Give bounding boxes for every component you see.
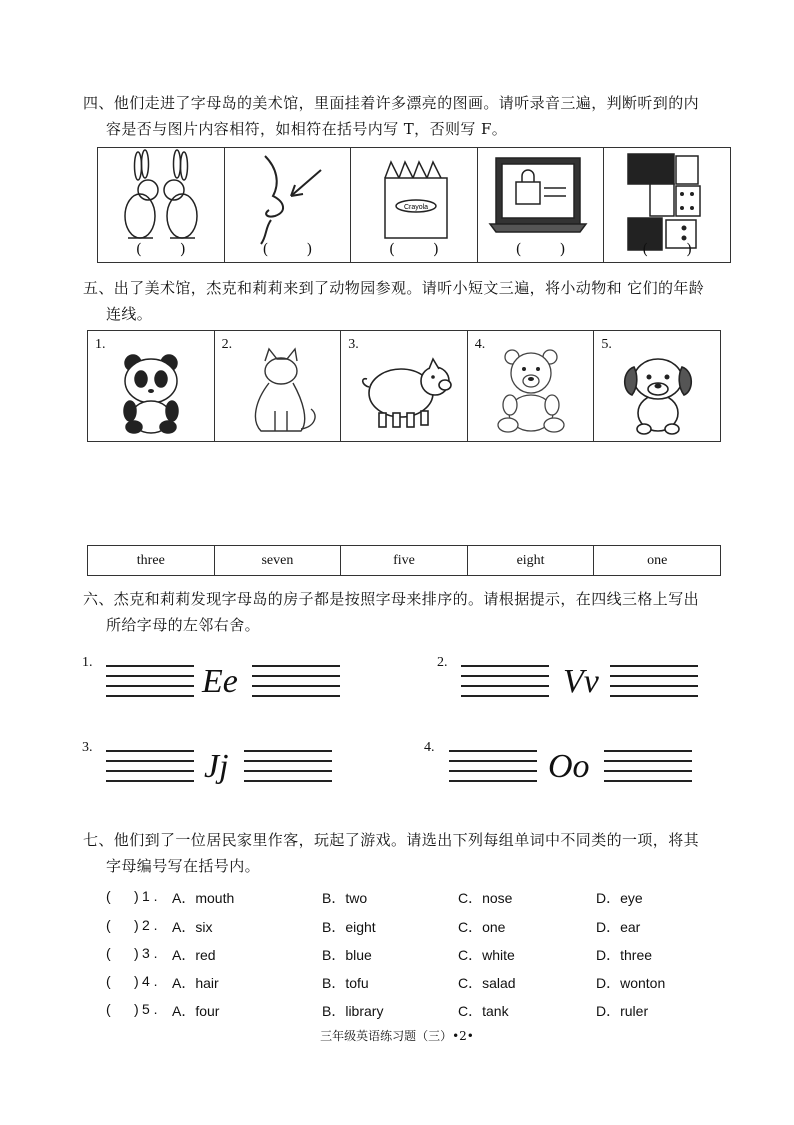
picture-cell-3	[351, 148, 478, 263]
letter-item-2-number: 2.	[437, 655, 448, 670]
option-b: B．library	[322, 1003, 384, 1019]
animal-number-4: 4.	[474, 337, 486, 352]
animal-cell-3	[341, 331, 468, 442]
option-c: C．nose	[458, 890, 513, 906]
section-5-instructions	[83, 275, 704, 327]
section-4-line2: 容是否与图片内容相符，如相符在括号内写 T，否则写 F。	[106, 120, 508, 138]
page-footer: 三年级英语练习题（三）•2•	[320, 1029, 474, 1043]
answer-paren[interactable]: ( )	[106, 917, 139, 933]
question-number: 3 .	[142, 945, 158, 961]
option-d: D．three	[596, 947, 653, 963]
four-lines-left-2[interactable]	[461, 665, 549, 705]
animal-cell-2	[214, 331, 341, 442]
section-7-line1: 七、他们到了一位居民家里作客，玩起了游戏。请选出下列每组单词中不同类的一项，将其	[83, 831, 700, 849]
teddy-bear-icon	[468, 331, 594, 442]
option-d: D．ruler	[596, 1003, 649, 1019]
given-letters-1: Ee	[202, 663, 238, 700]
age-cell-1: three	[88, 546, 215, 576]
age-cell-4: eight	[467, 546, 594, 576]
answer-paren-5[interactable]: ( )	[642, 240, 693, 258]
answer-paren-2[interactable]: ( )	[262, 240, 313, 258]
question-number: 4 .	[142, 973, 158, 989]
letter-item-1-number: 1.	[82, 655, 93, 670]
answer-paren-3[interactable]: ( )	[389, 240, 439, 258]
option-b: B．blue	[322, 947, 372, 963]
given-letters-3: Jj	[204, 748, 229, 785]
svg-text:Crayola: Crayola	[404, 204, 429, 211]
option-a: A．mouth	[172, 890, 235, 906]
option-d: D．eye	[596, 890, 643, 906]
option-c: C．one	[458, 919, 506, 935]
picture-cell-1	[98, 148, 225, 263]
section-5-line2: 连线。	[106, 305, 153, 323]
pig-icon	[341, 331, 467, 442]
animal-number-1: 1.	[95, 337, 106, 352]
dog-icon	[594, 331, 720, 442]
picture-cell-2	[224, 148, 351, 263]
letter-item-3-number: 3.	[82, 740, 93, 755]
option-b: B．eight	[322, 919, 376, 935]
picture-table	[97, 147, 731, 263]
option-b: B．two	[322, 890, 368, 906]
question-number: 1 .	[142, 888, 158, 904]
given-letters-2: Vv	[563, 663, 599, 700]
answer-paren[interactable]: ( )	[106, 888, 139, 904]
four-lines-right-4[interactable]	[604, 750, 692, 790]
animal-number-3: 3.	[348, 337, 359, 352]
option-b: B．tofu	[322, 975, 369, 991]
four-lines-left-4[interactable]	[449, 750, 537, 790]
age-table	[87, 545, 721, 576]
section-7-line2: 字母编号写在括号内。	[106, 857, 261, 875]
section-5-line1: 五、出了美术馆，杰克和莉莉来到了动物园参观。请听小短文三遍，将小动物和 它们的年龄	[83, 279, 705, 297]
animal-number-5: 5.	[601, 337, 612, 352]
answer-paren-4[interactable]: ( )	[515, 240, 566, 258]
animal-number-2: 2.	[221, 337, 233, 352]
animal-cell-4	[467, 331, 594, 442]
picture-cell-4	[477, 148, 604, 263]
option-d: D．ear	[596, 919, 641, 935]
picture-cell-5	[604, 148, 731, 263]
section-7-instructions	[83, 827, 699, 879]
animal-cell-5	[594, 331, 721, 442]
four-lines-right-3[interactable]	[244, 750, 332, 790]
question-number: 5 .	[142, 1001, 158, 1017]
answer-paren[interactable]: ( )	[106, 973, 139, 989]
animal-table	[87, 330, 721, 442]
panda-icon	[88, 331, 214, 442]
four-lines-left-3[interactable]	[106, 750, 194, 790]
age-cell-5: one	[594, 546, 721, 576]
option-c: C．salad	[458, 975, 516, 991]
answer-paren[interactable]: ( )	[106, 945, 139, 961]
age-cell-2: seven	[214, 546, 341, 576]
option-d: D．wonton	[596, 975, 666, 991]
four-lines-left-1[interactable]	[106, 665, 194, 705]
option-c: C．tank	[458, 1003, 509, 1019]
cat-icon	[215, 331, 341, 442]
section-6-line2: 所给字母的左邻右舍。	[106, 616, 261, 634]
option-a: A．red	[172, 947, 216, 963]
question-number: 2 .	[142, 917, 158, 933]
option-a: A．four	[172, 1003, 220, 1019]
four-lines-right-2[interactable]	[610, 665, 698, 705]
section-4-instructions	[83, 90, 699, 142]
answer-paren[interactable]: ( )	[106, 1001, 139, 1017]
given-letters-4: Oo	[548, 748, 590, 785]
option-a: A．hair	[172, 975, 219, 991]
letter-item-4-number: 4.	[424, 740, 435, 755]
section-4-line1: 四、他们走进了字母岛的美术馆，里面挂着许多漂亮的图画。请听录音三遍，判断听到的内	[83, 94, 700, 112]
animal-cell-1	[88, 331, 215, 442]
option-a: A．six	[172, 919, 213, 935]
answer-paren-1[interactable]: ( )	[135, 240, 186, 258]
section-6-instructions	[83, 586, 699, 638]
age-cell-3: five	[341, 546, 468, 576]
four-lines-right-1[interactable]	[252, 665, 340, 705]
option-c: C．white	[458, 947, 515, 963]
section-6-line1: 六、杰克和莉莉发现字母岛的房子都是按照字母来排序的。请根据提示，在四线三格上写出	[83, 590, 700, 608]
